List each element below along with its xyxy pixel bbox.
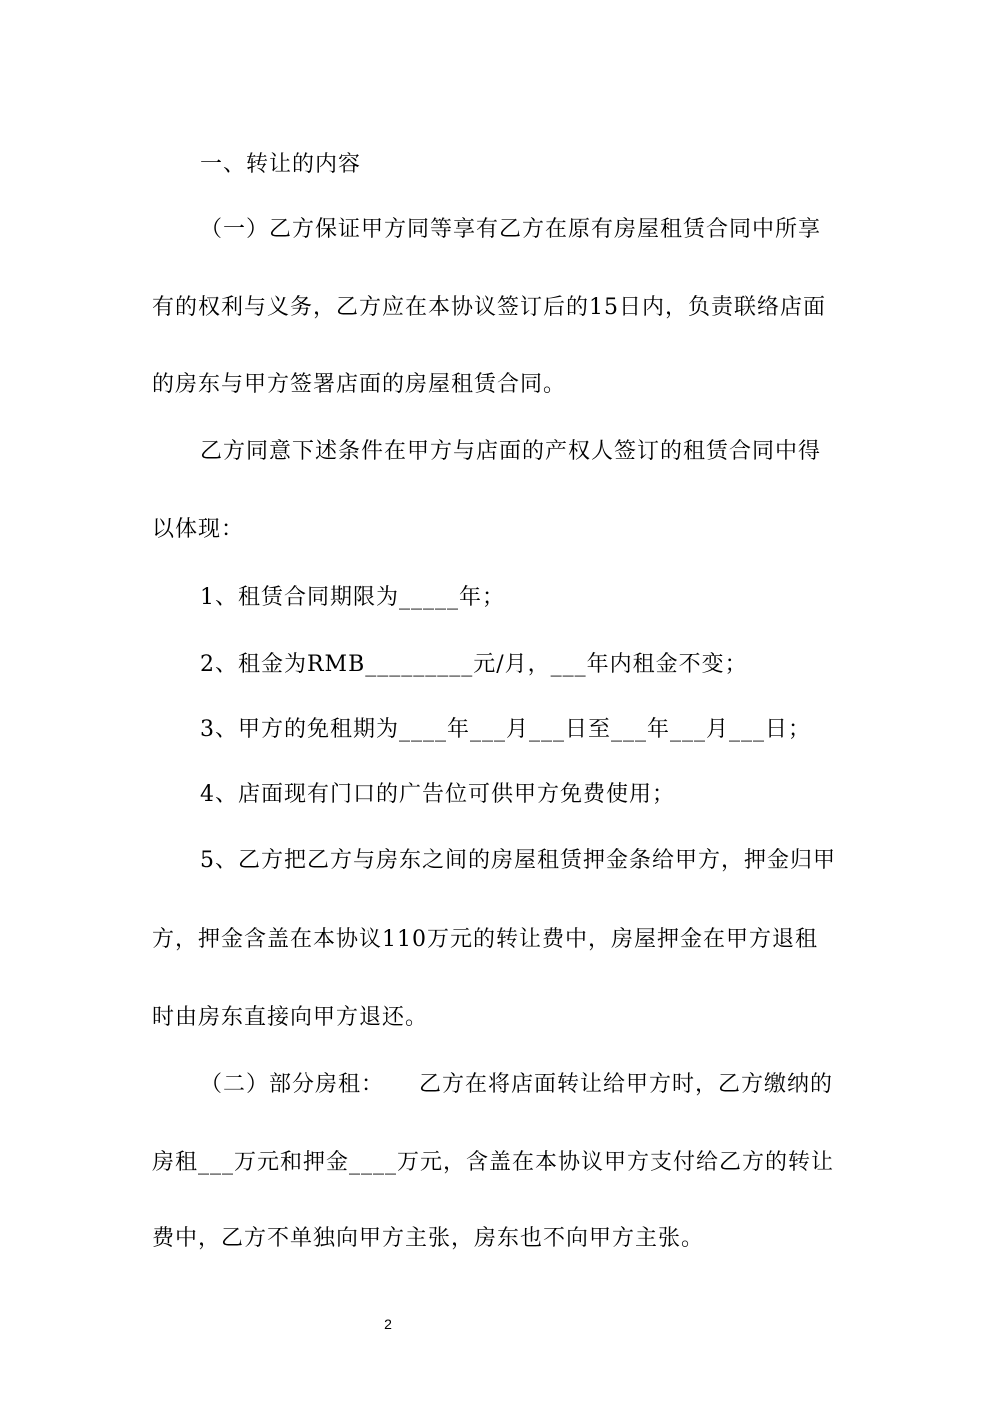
paragraph-line: 时由房东直接向甲方退还。 — [152, 1005, 429, 1030]
paragraph-line: （二）部分房租： 乙方在将店面转让给甲方时，乙方缴纳的 — [200, 1072, 834, 1097]
paragraph-line: 房租___万元和押金____万元，含盖在本协议甲方支付给乙方的转让 — [152, 1150, 835, 1175]
paragraph-line: 有的权利与义务，乙方应在本协议签订后的15日内，负责联络店面 — [152, 295, 826, 320]
paragraph-line: （一）乙方保证甲方同等享有乙方在原有房屋租赁合同中所享 — [200, 217, 822, 242]
list-item: 5、乙方把乙方与房东之间的房屋租赁押金条给甲方，押金归甲 — [200, 848, 836, 873]
page-number: 2 — [384, 1316, 392, 1332]
section-heading: 一、转让的内容 — [200, 152, 362, 177]
list-item: 3、甲方的免租期为____年___月___日至___年___月___日； — [200, 717, 811, 742]
paragraph-line: 费中，乙方不单独向甲方主张，房东也不向甲方主张。 — [152, 1226, 705, 1251]
paragraph-line: 的房东与甲方签署店面的房屋租赁合同。 — [152, 372, 567, 397]
paragraph-line: 方，押金含盖在本协议110万元的转让费中，房屋押金在甲方退租 — [152, 927, 818, 952]
paragraph-line: 乙方同意下述条件在甲方与店面的产权人签订的租赁合同中得 — [200, 439, 822, 464]
list-item: 1、租赁合同期限为_____年； — [200, 585, 505, 610]
paragraph-line: 以体现： — [152, 517, 245, 542]
list-item: 4、店面现有门口的广告位可供甲方免费使用； — [200, 782, 675, 807]
list-item: 2、租金为RMB_________元/月，___年内租金不变； — [200, 652, 748, 677]
